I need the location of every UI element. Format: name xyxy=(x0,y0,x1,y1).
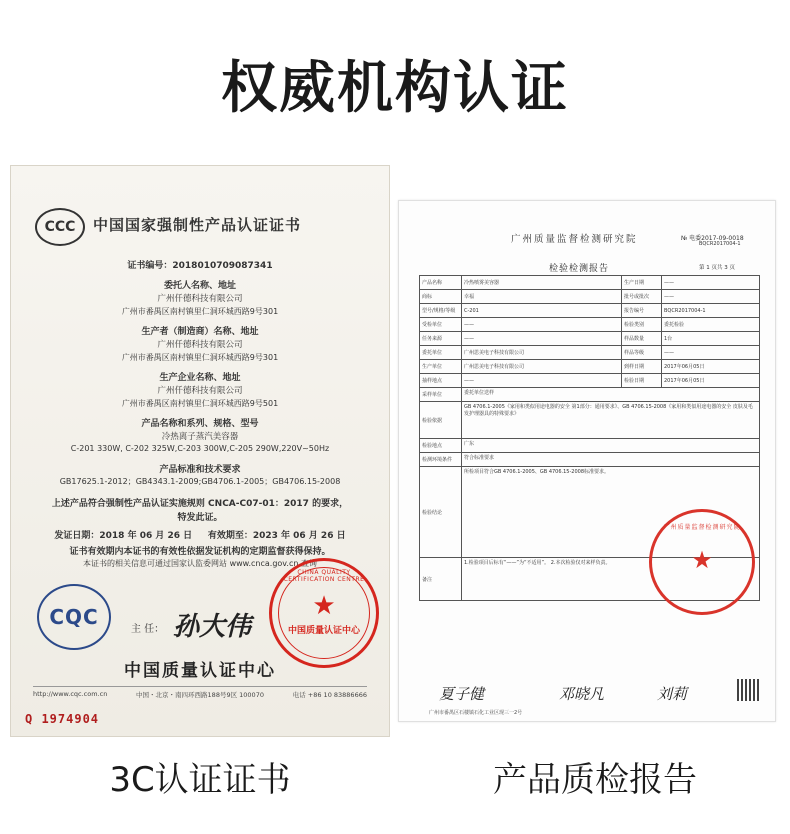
table-label-cell: 产品名称 xyxy=(420,276,462,290)
report-seal-text: 广州质量监督检测研究院 xyxy=(663,524,741,531)
table-value-cell: GB 4706.1-2005《家用和类似用途电器的安全 第1部分：通用要求》、GB 4706.15-2008《家用和类似用途电器的安全 皮肤及毛发护理器具的特殊要求》 xyxy=(462,402,760,439)
table-value-cell: 委托检验 xyxy=(662,318,760,332)
issue-date: 发证日期：2018 年 06 月 26 日 xyxy=(54,531,193,541)
cert-header: 中国国家强制性产品认证证书 xyxy=(93,216,302,234)
table-row xyxy=(420,290,760,304)
table-label-cell: 委托单位 xyxy=(420,346,462,360)
cert-website: http://www.cqc.com.cn xyxy=(33,690,108,698)
cqc-logo-icon: CQC xyxy=(37,584,111,650)
cert-tel: 电话 +86 10 83886666 xyxy=(292,691,367,699)
table-value-cell: —— xyxy=(462,318,622,332)
cert-address: 中国・北京・南四环西路188号9区 100070 xyxy=(136,691,264,699)
table-label-cell: 型号/规格/等级 xyxy=(420,304,462,318)
table-row xyxy=(420,276,760,290)
product-models: C-201 330W, C-202 325W,C-203 300W,C-205 290W,220V~50Hz xyxy=(70,444,330,453)
table-value-cell: 幸福 xyxy=(462,290,622,304)
table-label-cell: 备注 xyxy=(420,558,462,601)
table-row xyxy=(420,439,760,453)
report-number-2: BQCR2017004-1 xyxy=(699,241,741,247)
client-address: 广州市番禺区南村镇里仁洞环城西路9号301 xyxy=(121,307,279,316)
cert-footer xyxy=(33,686,367,699)
manufacturer-label: 生产者（制造商）名称、地址 xyxy=(141,327,259,337)
table-row xyxy=(420,453,760,467)
table-value-cell: 所检项目符合GB 4706.1-2005、GB 4706.15-2008标准要求。 xyxy=(462,467,760,558)
report-seal-star-icon: ★ xyxy=(691,546,713,574)
table-value-cell: 委托单位送样 xyxy=(462,388,760,402)
signature-inspector: 刘莉 xyxy=(657,685,688,703)
signature-approver: 夏子健 xyxy=(439,685,485,703)
report-number: № 电委2017-09-0018 xyxy=(681,235,744,242)
qr-code-icon xyxy=(737,679,759,701)
signature-reviewer: 邓晓凡 xyxy=(559,685,605,703)
table-value-cell: —— xyxy=(662,290,760,304)
table-value-cell: —— xyxy=(462,332,622,346)
report-page-info: 第 1 页共 3 页 xyxy=(699,265,735,271)
manufacturer-name: 广州仟德科技有限公司 xyxy=(157,340,243,350)
factory-name: 广州仟德科技有限公司 xyxy=(157,386,243,396)
seal-center-text: 中国质量认证中心 xyxy=(287,626,360,636)
cert-org-name: 中国质量认证中心 xyxy=(124,661,276,681)
table-value-cell: —— xyxy=(662,346,760,360)
table-row xyxy=(420,318,760,332)
table-row xyxy=(420,388,760,402)
table-value-cell: 广东 xyxy=(462,439,760,453)
report-institute: 广州质量监督检测研究院 xyxy=(511,234,638,245)
director-label: 主 任： xyxy=(131,624,165,635)
table-label-cell: 生产日期 xyxy=(622,276,662,290)
table-label-cell: 样品数量 xyxy=(622,332,662,346)
table-label-cell: 到样日期 xyxy=(622,360,662,374)
validity-note: 证书有效期内本证书的有效性依据发证机构的定期监督获得保持。 xyxy=(69,547,331,557)
table-value-cell: 2017年06月05日 xyxy=(662,360,760,374)
table-row xyxy=(420,346,760,360)
table-row xyxy=(420,402,760,439)
table-value-cell: C-201 xyxy=(462,304,622,318)
table-label-cell: 批号或批次 xyxy=(622,290,662,304)
table-label-cell: 受检单位 xyxy=(420,318,462,332)
cert-number: 证书编号：2018010709087341 xyxy=(127,261,273,271)
product-label: 产品名称和系列、规格、型号 xyxy=(141,419,259,429)
table-label-cell: 商标 xyxy=(420,290,462,304)
seal-star-icon: ★ xyxy=(312,591,336,621)
ccc-logo-icon: CCC xyxy=(35,208,85,246)
client-label: 委托人名称、地址 xyxy=(163,281,236,291)
cert-serial-number: Q 1974904 xyxy=(25,712,100,726)
table-value-cell: 1.检验项目后标有“——”为“不适用”。 2.本次检验仅对来样负责。 xyxy=(462,558,760,601)
table-label-cell: 样品等级 xyxy=(622,346,662,360)
table-label-cell: 抽样地点 xyxy=(420,374,462,388)
conformity-statement: 上述产品符合强制性产品认证实施规则 CNCA-C07-01：2017 的要求， xyxy=(51,499,349,509)
table-value-cell: —— xyxy=(462,374,622,388)
table-row xyxy=(420,304,760,318)
table-value-cell: BQCR2017004-1 xyxy=(662,304,760,318)
table-value-cell: —— xyxy=(662,276,760,290)
query-note: 本证书的相关信息可通过国家认监委网站 www.cnca.gov.cn 查询 xyxy=(83,559,317,568)
inspection-report-image xyxy=(398,200,776,722)
table-label-cell: 检验地点 xyxy=(420,439,462,453)
client-name: 广州仟德科技有限公司 xyxy=(157,294,243,304)
report-title: 检验检测报告 xyxy=(549,264,610,274)
conformity-statement-2: 特发此证。 xyxy=(177,513,223,523)
report-red-seal-icon xyxy=(649,509,755,615)
valid-date: 有效期至：2023 年 06 月 26 日 xyxy=(207,531,346,541)
table-value-cell: 广州思美电子科技有限公司 xyxy=(462,346,622,360)
table-label-cell: 检验日期 xyxy=(622,374,662,388)
table-value-cell: 广州思美电子科技有限公司 xyxy=(462,360,622,374)
ccc-certificate-image xyxy=(10,165,390,737)
table-label-cell: 任务来源 xyxy=(420,332,462,346)
report-address: 广州市番禺区石楼镇石化工业区现三一2号 xyxy=(429,710,523,716)
caption-inspection-report: 产品质检报告 xyxy=(493,760,697,800)
table-value-cell: 2017年06月05日 xyxy=(662,374,760,388)
table-row xyxy=(420,332,760,346)
issue-and-valid-dates xyxy=(11,528,389,541)
factory-address: 广州市番禺区南村镇里仁洞环城西路9号501 xyxy=(121,399,279,408)
factory-label: 生产企业名称、地址 xyxy=(159,373,241,383)
table-label-cell: 检验结论 xyxy=(420,467,462,558)
standard-label: 产品标准和技术要求 xyxy=(159,465,241,475)
table-label-cell: 检测环境条件 xyxy=(420,453,462,467)
director-signature: 孙大伟 xyxy=(173,612,252,642)
cqc-red-seal-icon xyxy=(269,558,379,668)
manufacturer-address: 广州市番禺区南村镇里仁洞环城西路9号301 xyxy=(121,353,279,362)
page-title: 权威机构认证 xyxy=(221,56,569,121)
seal-ring-text: CHINA QUALITY CERTIFICATION CENTRE xyxy=(283,569,365,583)
table-label-cell: 检验依据 xyxy=(420,402,462,439)
standards: GB17625.1-2012；GB4343.1-2009;GB4706.1-2005；GB4706.15-2008 xyxy=(59,477,341,486)
table-value-cell: 1台 xyxy=(662,332,760,346)
table-label-cell: 采样单位 xyxy=(420,388,462,402)
product-name: 冷热离子蒸汽美容器 xyxy=(161,432,239,442)
table-label-cell: 报告编号 xyxy=(622,304,662,318)
table-label-cell: 检验类别 xyxy=(622,318,662,332)
table-row xyxy=(420,374,760,388)
table-value-cell: 冷热喷雾美容器 xyxy=(462,276,622,290)
caption-3c-certificate: 3C认证证书 xyxy=(109,760,291,800)
table-value-cell: 符合标准要求 xyxy=(462,453,760,467)
table-row xyxy=(420,360,760,374)
table-label-cell: 生产单位 xyxy=(420,360,462,374)
